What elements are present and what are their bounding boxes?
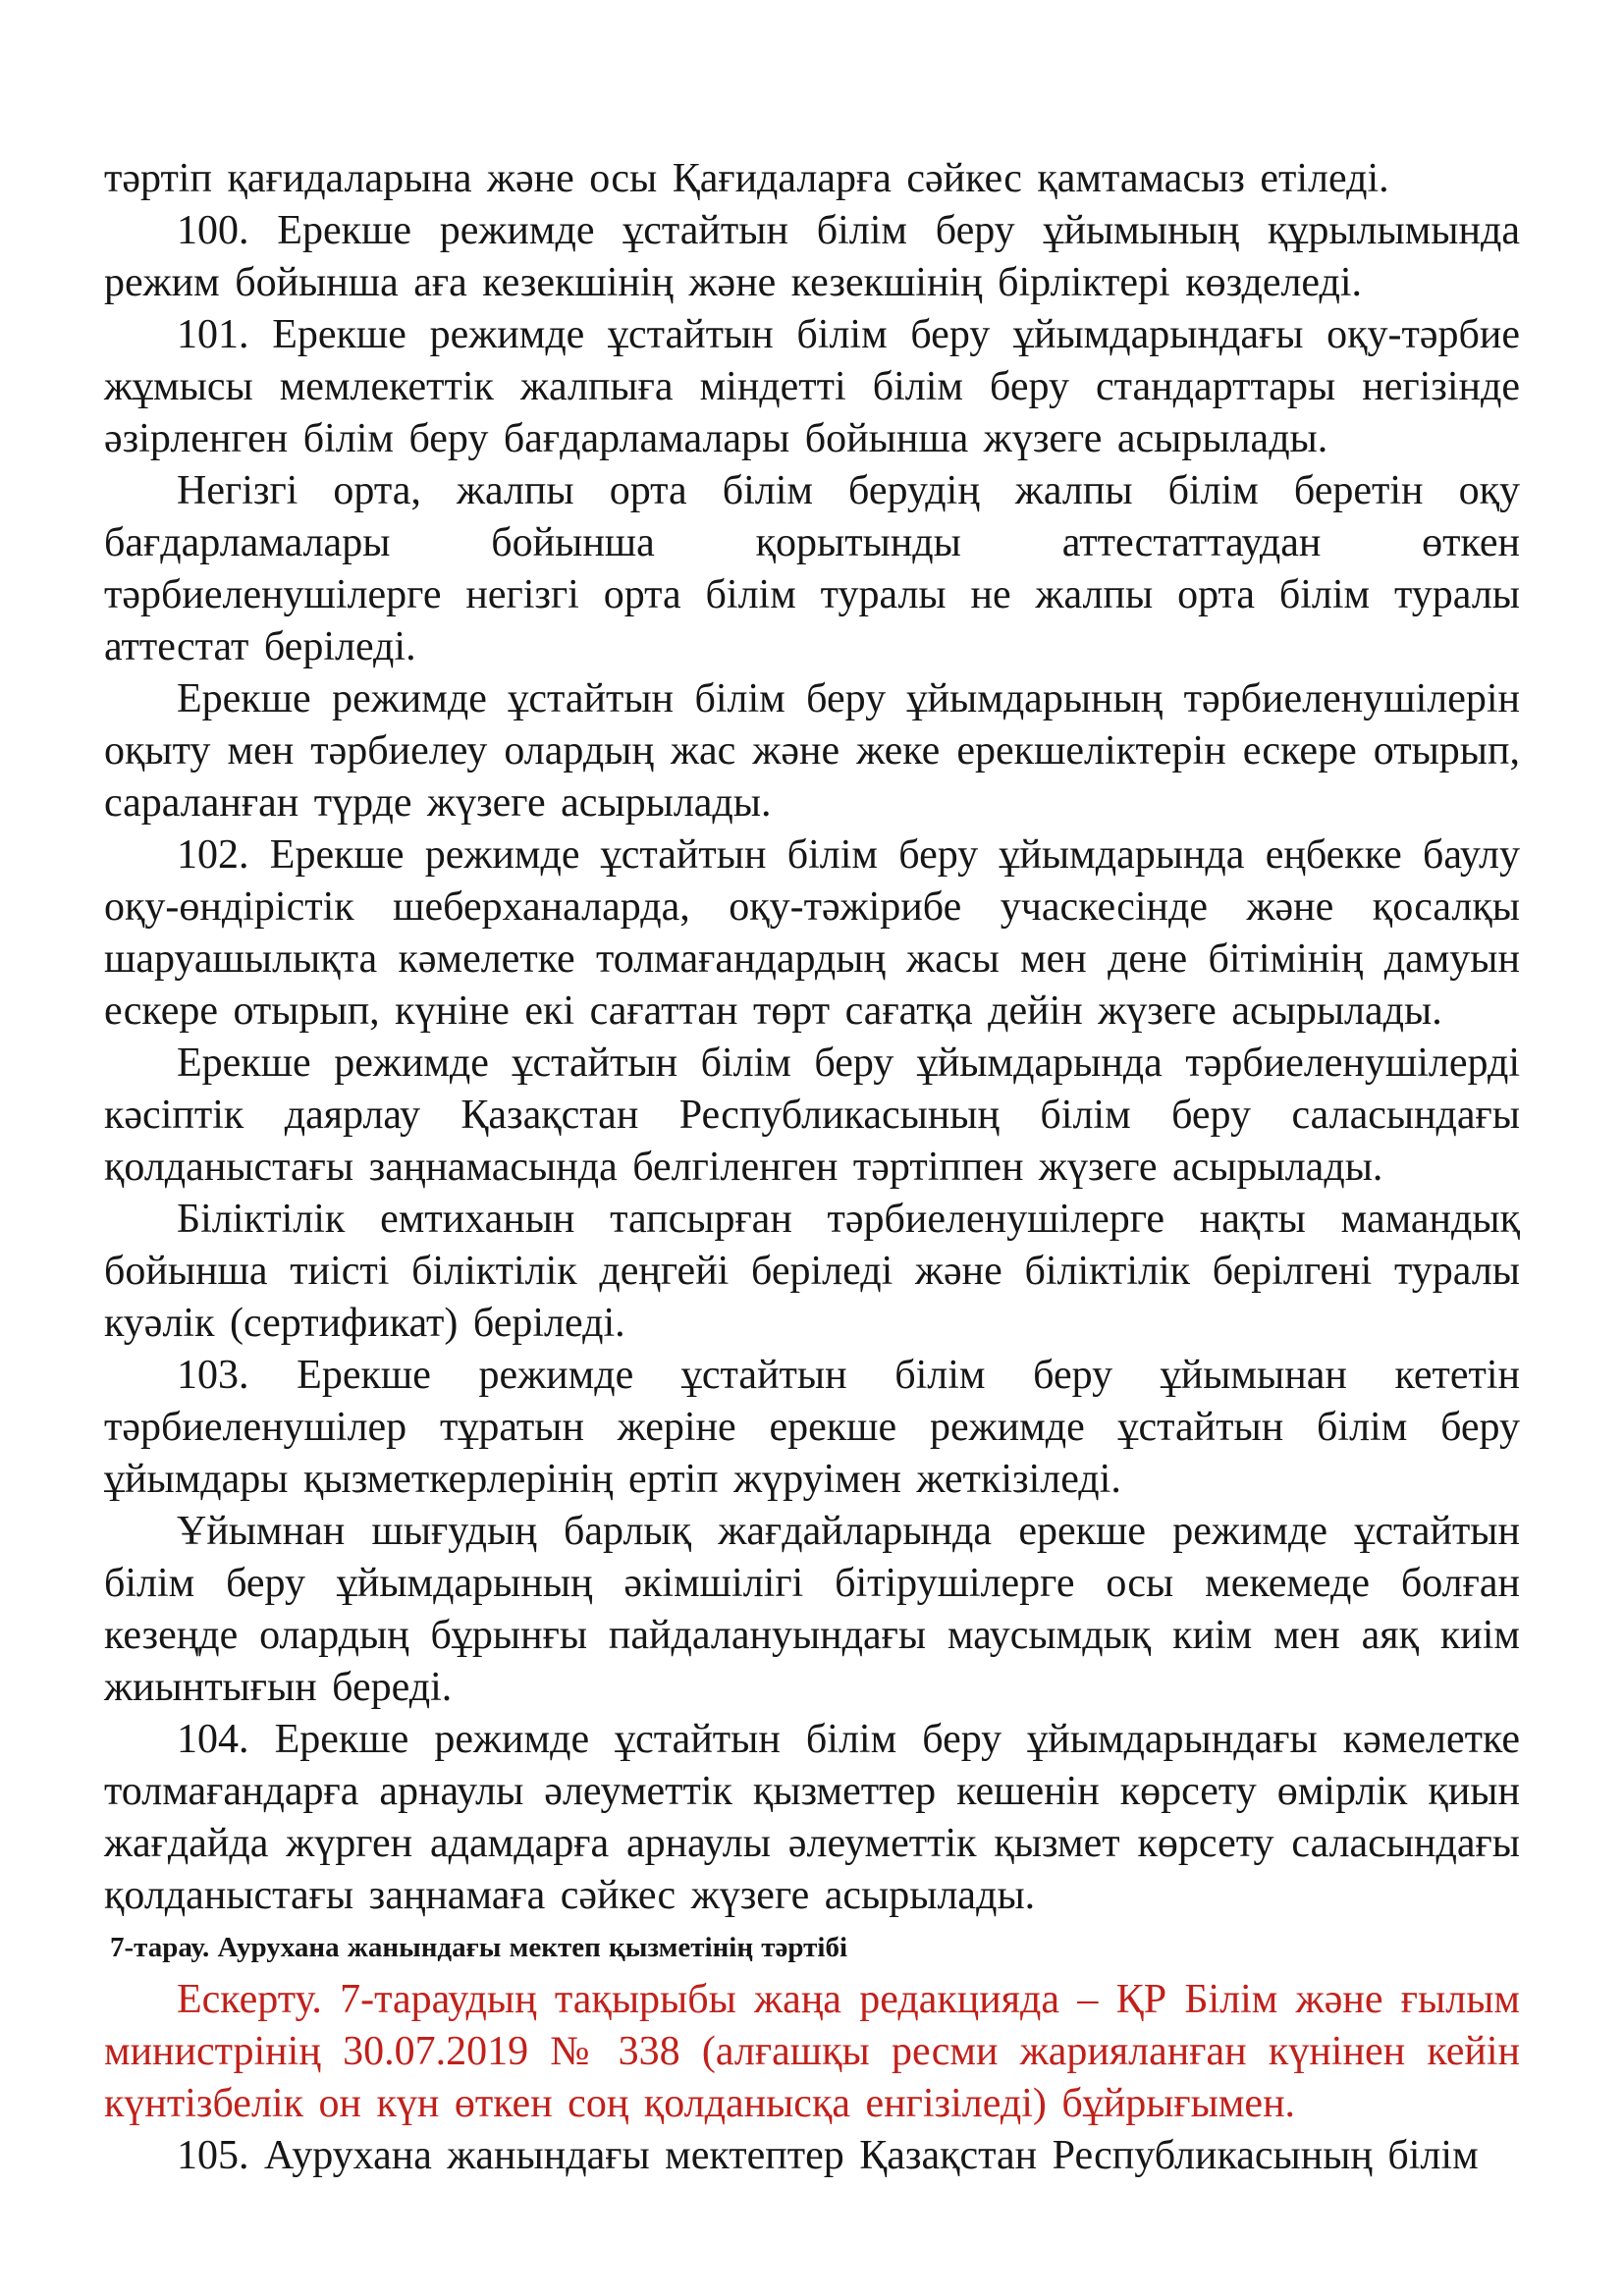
paragraph: Негізгі орта, жалпы орта білім берудің жалпы білім беретін оқу бағдарламалары бойынша қорытынды аттестаттаудан өткен тәрбиеленушілерге негізгі орта білім туралы не жалпы орта білім туралы аттестат беріледі.	[104, 468, 1520, 669]
paragraph: 105. Аурухана жанындағы мектептер Қазақстан Республикасының білім	[177, 2133, 1479, 2178]
chapter-heading: 7-тарау. Аурухана жанындағы мектеп қызметінің тәртібі	[110, 1932, 848, 1963]
paragraph: 103. Ерекше режимде ұстайтын білім беру ұйымынан кететін тәрбиеленушілер тұратын жеріне ерекше режимде ұстайтын білім беру ұйымдары қызметкерлерінің ертіп жүруімен жеткізіледі.	[104, 1353, 1520, 1502]
paragraph: Біліктілік емтиханын тапсырған тәрбиеленушілерге нақты мамандық бойынша тиісті біліктілік деңгейі беріледі және біліктілік берілгені туралы куәлік (сертификат) беріледі.	[104, 1197, 1520, 1346]
paragraph: 102. Ерекше режимде ұстайтын білім беру ұйымдарында еңбекке баулу оқу-өндірістік шеберханаларда, оқу-тәжірибе учаскесінде және қосалқы шаруашылықта кәмелетке толмағандардың жасы мен дене бітімінің дамуын ескере отырып, күніне екі сағаттан төрт сағатқа дейін жүзеге асырылады.	[104, 832, 1520, 1034]
paragraph: 101. Ерекше режимде ұстайтын білім беру ұйымдарындағы оқу-тәрбие жұмысы мемлекеттік жалпыға міндетті білім беру стандарттары негізінде әзірленген білім беру бағдарламалары бойынша жүзеге асырылады.	[104, 312, 1520, 461]
paragraph: 104. Ерекше режимде ұстайтын білім беру ұйымдарындағы кәмелетке толмағандарға арнаулы әлеуметтік қызметтер кешенін көрсету өмірлік қиын жағдайда жүрген адамдарға арнаулы әлеуметтік қызмет көрсету саласындағы қолданыстағы заңнамаға сәйкес жүзеге асырылады.	[104, 1717, 1520, 1918]
paragraph: Ерекше режимде ұстайтын білім беру ұйымдарының тәрбиеленушілерін оқыту мен тәрбиелеу олардың жас және жеке ерекшеліктерін ескере отырып, сараланған түрде жүзеге асырылады.	[104, 676, 1520, 826]
amendment-note: Ескерту. 7-тараудың тақырыбы жаңа редакцияда – ҚР Білім және ғылым министрінің 30.07.2019 № 338 (алғашқы ресми жарияланған күнінен кейін күнтізбелік он күн өткен соң қолданысқа енгізіледі) бұйрығымен.	[104, 1977, 1520, 2126]
paragraph: Ұйымнан шығудың барлық жағдайларында ерекше режимде ұстайтын білім беру ұйымдарының әкімшілігі бітірушілерге осы мекемеде болған кезеңде олардың бұрынғы пайдалануындағы маусымдық киім мен аяқ киім жиынтығын береді.	[104, 1509, 1520, 1710]
paragraph: 100. Ерекше режимде ұстайтын білім беру ұйымының құрылымында режим бойынша аға кезекшінің және кезекшінің бірліктері көзделеді.	[104, 208, 1520, 305]
paragraph: Ерекше режимде ұстайтын білім беру ұйымдарында тәрбиеленушілерді кәсіптік даярлау Қазақстан Республикасының білім беру саласындағы қолданыстағы заңнамасында белгіленген тәртіппен жүзеге асырылады.	[104, 1041, 1520, 1190]
document-body	[104, 153, 1520, 2182]
paragraph: тәртіп қағидаларына және осы Қағидаларға сәйкес қамтамасыз етіледі.	[104, 156, 1389, 201]
